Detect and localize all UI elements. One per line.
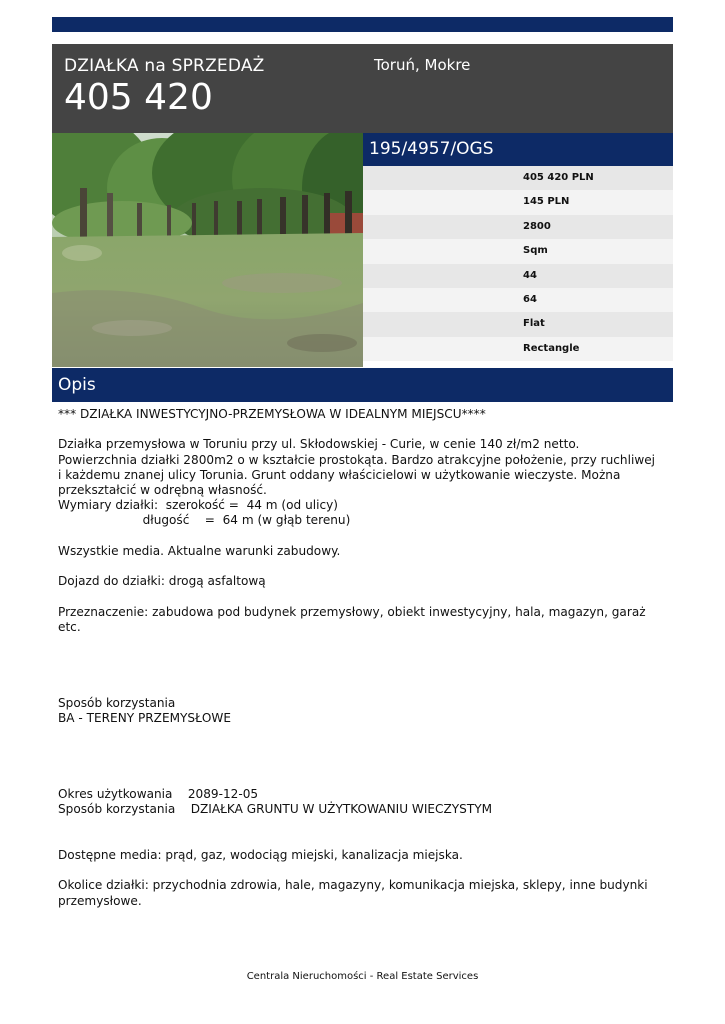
description-line bbox=[58, 422, 668, 437]
description-line bbox=[58, 833, 668, 848]
detail-shape: Rectangle bbox=[363, 337, 673, 361]
description-line: Wszystkie media. Aktualne warunki zabudowy. bbox=[58, 543, 341, 558]
description-line bbox=[58, 559, 668, 574]
description-heading: Opis bbox=[52, 368, 673, 402]
description-line bbox=[58, 529, 668, 544]
description-line: Działka przemysłowa w Toruniu przy ul. Skłodowskiej - Curie, w cenie 140 zł/m2 netto. bbox=[58, 437, 580, 452]
description-line: Okolice działki: przychodnia zdrowia, hale, magazyny, komunikacja miejska, sklepy, inne budynki bbox=[58, 878, 648, 893]
description-line: Wymiary działki: szerokość = 44 m (od ulicy) bbox=[58, 498, 338, 513]
description-line bbox=[58, 863, 668, 878]
description-line: *** DZIAŁKA INWESTYCYJNO-PRZEMYSŁOWA W IDEALNYM MIEJSCU**** bbox=[58, 407, 486, 421]
detail-area-unit: Sqm bbox=[363, 239, 673, 263]
description-body bbox=[58, 407, 668, 909]
listing-header bbox=[52, 44, 673, 133]
property-photo bbox=[52, 133, 363, 367]
description-line bbox=[58, 665, 668, 680]
description-line bbox=[58, 726, 668, 741]
description-line bbox=[58, 757, 668, 772]
description-line: Powierzchnia działki 2800m2 o w kształcie prostokąta. Bardzo atrakcyjne położenie, przy ruchliwej bbox=[58, 452, 656, 467]
detail-price-per-unit: 145 PLN bbox=[363, 190, 673, 214]
description-line: i każdemu znanej ulicy Torunia. Grunt oddany właścicielowi w użytkowanie wieczyste. Można bbox=[58, 467, 621, 482]
description-line: przekształcić w odrębną własność. bbox=[58, 483, 267, 498]
description-line bbox=[58, 650, 668, 665]
detail-length: 64 bbox=[363, 288, 673, 312]
description-line: Sposób korzystania bbox=[58, 695, 176, 710]
listing-location: Toruń, Mokre bbox=[374, 56, 471, 74]
detail-price: 405 420 PLN bbox=[363, 166, 673, 190]
description-line: przemysłowe. bbox=[58, 893, 142, 908]
detail-area: 2800 bbox=[363, 215, 673, 239]
listing-price: 405 420 bbox=[64, 77, 213, 118]
description-line: Dojazd do działki: drogą asfaltową bbox=[58, 574, 266, 589]
description-line bbox=[58, 772, 668, 787]
description-line: etc. bbox=[58, 619, 81, 634]
description-line: Okres użytkowania 2089-12-05 bbox=[58, 787, 259, 802]
listing-reference: 195/4957/OGS bbox=[363, 133, 673, 166]
description-line: Przeznaczenie: zabudowa pod budynek przemysłowy, obiekt inwestycyjny, hala, magazyn, garaż bbox=[58, 604, 646, 619]
top-accent-bar bbox=[52, 17, 673, 32]
description-line bbox=[58, 589, 668, 604]
description-line bbox=[58, 741, 668, 756]
footer-company: Centrala Nieruchomości - Real Estate Services bbox=[246, 971, 479, 982]
description-line: BA - TERENY PRZEMYSŁOWE bbox=[58, 711, 232, 726]
description-line: długość = 64 m (w głąb terenu) bbox=[58, 513, 351, 528]
description-line: Sposób korzystania DZIAŁKA GRUNTU W UŻYTKOWANIU WIECZYSTYM bbox=[58, 802, 493, 817]
description-line bbox=[58, 681, 668, 696]
detail-terrain: Flat bbox=[363, 312, 673, 336]
description-line bbox=[58, 635, 668, 650]
description-line: Dostępne media: prąd, gaz, wodociąg miejski, kanalizacja miejska. bbox=[58, 847, 463, 862]
detail-width: 44 bbox=[363, 264, 673, 288]
listing-type: DZIAŁKA na SPRZEDAŻ bbox=[64, 56, 265, 76]
description-line bbox=[58, 817, 668, 832]
listing-details-table bbox=[363, 166, 673, 361]
